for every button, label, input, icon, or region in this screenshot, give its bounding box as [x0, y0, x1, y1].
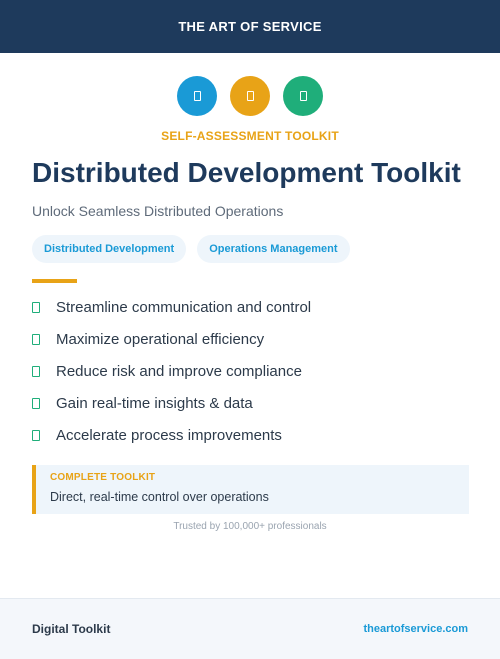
check-icon	[32, 302, 40, 313]
list-item	[32, 297, 311, 317]
benefit-text: Maximize operational efficiency	[56, 330, 265, 348]
benefit-text: Reduce risk and improve compliance	[56, 362, 302, 380]
document-icon	[194, 91, 201, 101]
kicker-label: SELF-ASSESSMENT TOOLKIT	[161, 129, 339, 143]
list-item	[32, 393, 311, 413]
document-icon	[247, 91, 254, 101]
header-bar	[0, 0, 500, 53]
document-icon	[300, 91, 307, 101]
tag-list	[32, 235, 350, 263]
benefit-text: Accelerate process improvements	[56, 426, 282, 444]
list-item	[32, 361, 311, 381]
toolkit-callout	[32, 465, 469, 514]
tag-distributed-development: Distributed Development	[32, 235, 186, 263]
callout-label: COMPLETE TOOLKIT	[50, 472, 156, 483]
icon-circle-blue	[177, 76, 217, 116]
check-icon	[32, 334, 40, 345]
icon-circle-green	[283, 76, 323, 116]
callout-text: Direct, real-time control over operations	[50, 490, 269, 504]
check-icon	[32, 430, 40, 441]
footer-bar	[0, 598, 500, 659]
benefit-text: Streamline communication and control	[56, 298, 312, 316]
benefit-list	[32, 297, 311, 457]
page-subtitle: Unlock Seamless Distributed Operations	[32, 203, 284, 219]
check-icon	[32, 366, 40, 377]
accent-divider	[32, 279, 77, 283]
check-icon	[32, 398, 40, 409]
footer-label: Digital Toolkit	[32, 622, 111, 636]
trust-statement: Trusted by 100,000+ professionals	[173, 521, 327, 532]
tag-operations-management: Operations Management	[197, 235, 349, 263]
list-item	[32, 425, 311, 445]
list-item	[32, 329, 311, 349]
header-title: THE ART OF SERVICE	[178, 19, 322, 34]
icon-row	[0, 76, 500, 116]
benefit-text: Gain real-time insights & data	[56, 394, 253, 412]
page-title: Distributed Development Toolkit	[32, 157, 461, 188]
icon-circle-orange	[230, 76, 270, 116]
website-link[interactable]: theartofservice.com	[363, 623, 468, 635]
